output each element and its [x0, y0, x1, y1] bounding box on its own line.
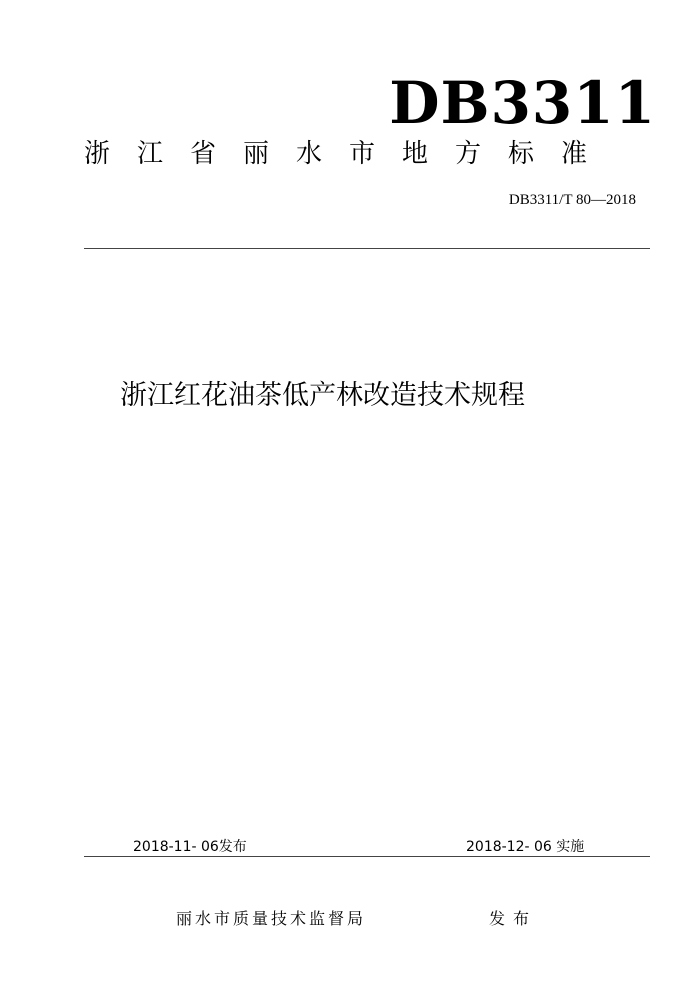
footer-divider — [84, 856, 650, 857]
issue-date: 2018-11- 06发布 — [133, 839, 247, 855]
standard-category: 浙江省丽水市地方标准 — [84, 139, 615, 169]
standard-number: DB3311/T 80—2018 — [508, 192, 636, 208]
issue-label: 发布 — [489, 909, 538, 928]
header-divider — [84, 248, 650, 249]
standard-code-logo: DB3311 — [389, 69, 656, 137]
implementation-date: 2018-12- 06 实施 — [466, 839, 585, 855]
issuing-authority: 丽水市质量技术监督局 — [176, 909, 367, 928]
document-title: 浙江红花油茶低产林改造技术规程 — [120, 380, 525, 411]
